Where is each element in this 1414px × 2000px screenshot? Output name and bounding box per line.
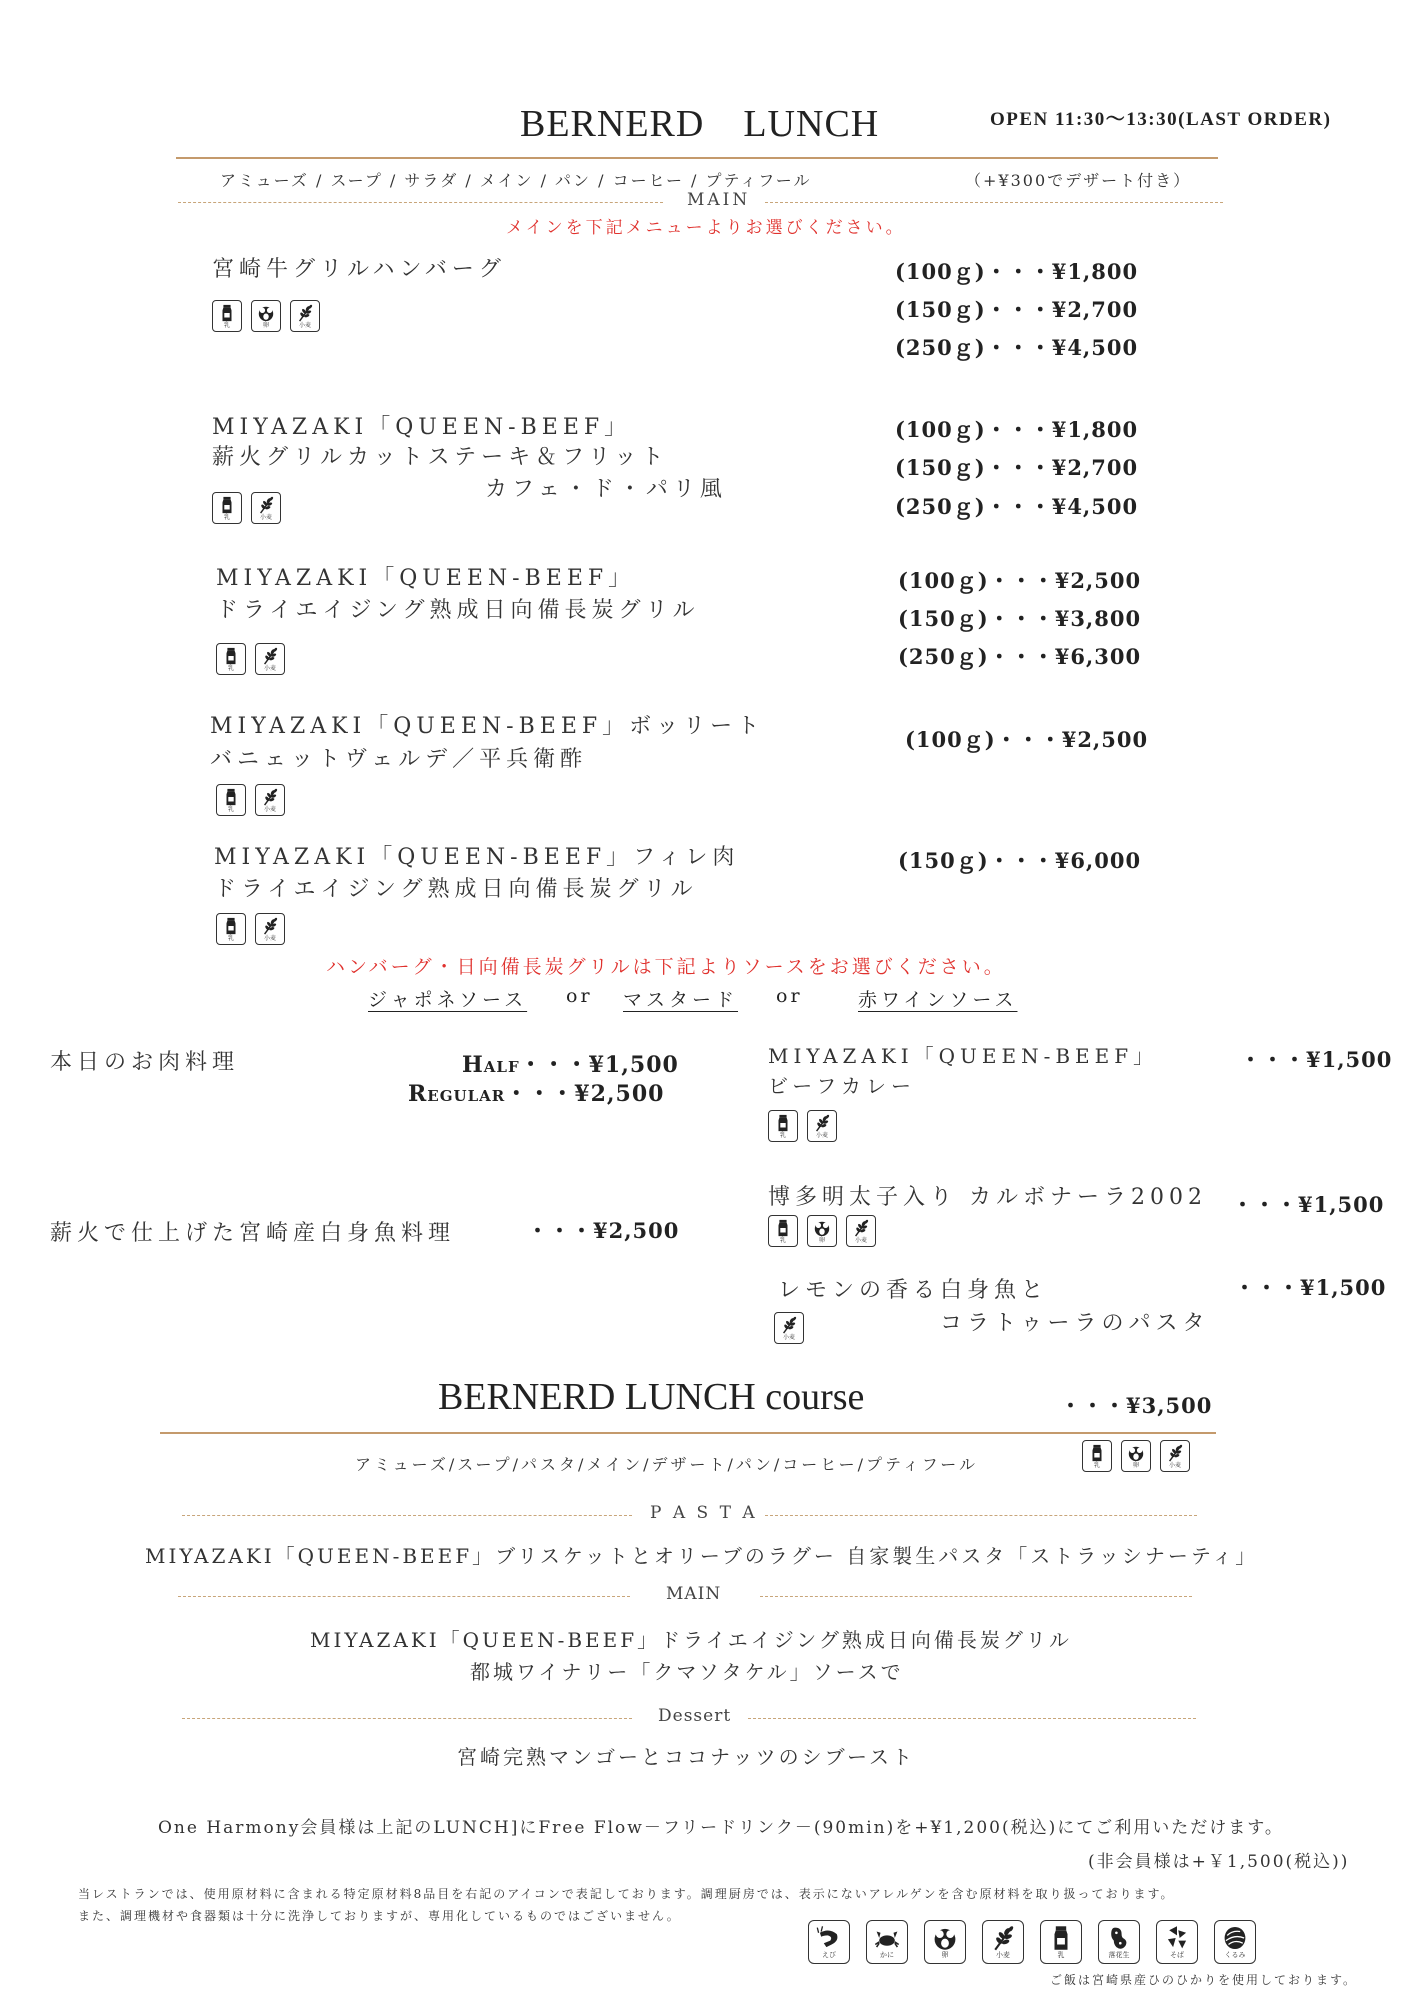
main-item-cutsteak-brand: MIYAZAKI「QUEEN-BEEF」 xyxy=(212,415,632,440)
allergen-icons xyxy=(774,1312,804,1344)
allergen-icons xyxy=(768,1110,837,1142)
allergen-icons xyxy=(1082,1440,1190,1472)
allergen-icons xyxy=(768,1215,876,1247)
wheat-icon: 小麦 xyxy=(1160,1440,1190,1472)
allergen-note-2: また、調理機材や食器類は十分に洗浄しておりますが、専用化しているものではございません。 xyxy=(78,1909,681,1923)
main-item-dryaged: ドライエイジング熟成日向備長炭グリル xyxy=(216,598,700,623)
course-main-2: 都城ワイナリー「クマソタケル」ソースで xyxy=(470,1660,904,1684)
sauce-or: or xyxy=(776,985,803,1007)
course-dessert: 宮崎完熟マンゴーとココナッツのシブースト xyxy=(457,1745,915,1769)
main-item-cutsteak-style: カフェ・ド・パリ風 xyxy=(485,477,727,502)
price: (250ｇ)・・・¥6,300 xyxy=(898,644,1142,669)
milk-icon: 乳 xyxy=(216,643,246,675)
wheat-icon: 小麦 xyxy=(982,1920,1024,1964)
course-pasta: MIYAZAKI「QUEEN-BEEF」ブリスケットとオリーブのラグー 自家製生パスタ「ストラッシナーティ」 xyxy=(145,1544,1259,1568)
wheat-icon: 小麦 xyxy=(290,300,320,332)
course-title: BERNERD LUNCH course xyxy=(438,1376,865,1418)
allergen-icons xyxy=(212,300,320,332)
item-beef-curry-brand: MIYAZAKI「QUEEN-BEEF」 xyxy=(768,1044,1159,1068)
price: (150ｇ)・・・¥2,700 xyxy=(895,455,1139,480)
divider xyxy=(765,202,1223,203)
allergen-note-1: 当レストランでは、使用原材料に含まれる特定原材料8品目を右記のアイコンで表記しております。調理厨房では、表示にないアレルゲンを含む原材料を取り扱っております。 xyxy=(78,1887,1175,1901)
lunch-course-line: アミューズ / スープ / サラダ / メイン / パン / コーヒー / プティフール xyxy=(220,171,812,190)
milk-icon: 乳 xyxy=(768,1215,798,1247)
divider xyxy=(765,1515,1197,1516)
price: (150ｇ)・・・¥6,000 xyxy=(898,848,1142,873)
milk-icon: 乳 xyxy=(768,1110,798,1142)
wheat-icon: 小麦 xyxy=(251,492,281,524)
price: ・・・¥1,500 xyxy=(1232,1192,1385,1217)
allergen-icons xyxy=(216,913,285,945)
wheat-icon: 小麦 xyxy=(255,784,285,816)
divider xyxy=(760,1596,1192,1597)
price: (100ｇ)・・・¥2,500 xyxy=(898,568,1142,593)
dessert-section-label: Dessert xyxy=(658,1706,732,1726)
sauce-or: or xyxy=(566,985,593,1007)
page-title: BERNERD LUNCH xyxy=(520,103,880,145)
sauce-option-mustard: マスタード xyxy=(623,989,739,1011)
item-beef-curry: ビーフカレー xyxy=(768,1074,916,1098)
milk-icon: 乳 xyxy=(216,784,246,816)
peanut-icon: 落花生 xyxy=(1098,1920,1140,1964)
item-lemon-fish: レモンの香る白身魚と xyxy=(778,1278,1049,1303)
shrimp-icon: えび xyxy=(808,1920,850,1964)
sauce-note: ハンバーグ・日向備長炭グリルは下記よりソースをお選びください。 xyxy=(326,956,1006,978)
price: (150ｇ)・・・¥2,700 xyxy=(895,297,1139,322)
price: ・・・¥1,500 xyxy=(1234,1275,1387,1300)
pasta-section-label: P A S T A xyxy=(650,1503,758,1523)
wheat-icon: 小麦 xyxy=(255,913,285,945)
egg-icon: 卵 xyxy=(251,300,281,332)
milk-icon: 乳 xyxy=(212,300,242,332)
price: (100ｇ)・・・¥1,800 xyxy=(895,259,1139,284)
item-meat-today: 本日のお肉料理 xyxy=(50,1050,240,1075)
wheat-icon: 小麦 xyxy=(807,1110,837,1142)
main-item-dryaged-brand: MIYAZAKI「QUEEN-BEEF」 xyxy=(216,566,636,591)
price: (250ｇ)・・・¥4,500 xyxy=(895,335,1139,360)
egg-icon: 卵 xyxy=(1121,1440,1151,1472)
course-rule xyxy=(160,1432,1216,1434)
course-main-label: MAIN xyxy=(666,1584,722,1604)
milk-icon: 乳 xyxy=(1040,1920,1082,1964)
divider xyxy=(182,1515,632,1516)
course-line: アミューズ/スープ/パスタ/メイン/デザート/パン/コーヒー/プティフール xyxy=(355,1455,978,1474)
main-item-bollito-sauce: バニェットヴェルデ／平兵衛酢 xyxy=(210,747,588,772)
price: (150ｇ)・・・¥3,800 xyxy=(898,606,1142,631)
nonmember-note: (非会員様は+￥1,500(税込)) xyxy=(1088,1852,1350,1872)
rice-note: ご飯は宮崎県産ひのひかりを使用しております。 xyxy=(1050,1973,1358,1987)
price-half: Half・・・¥1,500 xyxy=(462,1052,679,1078)
main-section-label: MAIN xyxy=(687,190,751,210)
item-colatura-pasta: コラトゥーラのパスタ xyxy=(940,1311,1210,1336)
milk-icon: 乳 xyxy=(212,492,242,524)
divider xyxy=(182,1718,632,1719)
main-item-cutsteak: 薪火グリルカットステーキ＆フリット xyxy=(212,445,669,470)
price: (250ｇ)・・・¥4,500 xyxy=(895,494,1139,519)
opening-hours: OPEN 11:30～13:30(LAST ORDER) xyxy=(990,109,1332,130)
milk-icon: 乳 xyxy=(216,913,246,945)
price: (100ｇ)・・・¥2,500 xyxy=(905,727,1149,752)
allergen-icons xyxy=(216,643,285,675)
milk-icon: 乳 xyxy=(1082,1440,1112,1472)
item-white-fish: 薪火で仕上げた宮崎産白身魚料理 xyxy=(50,1221,456,1246)
main-item-fillet-desc: ドライエイジング熟成日向備長炭グリル xyxy=(214,877,698,902)
wheat-icon: 小麦 xyxy=(774,1312,804,1344)
price: ・・・¥1,500 xyxy=(1240,1047,1393,1072)
freeflow-note: One Harmony会員様は上記のLUNCH]にFree Flow－フリードリンク－(90min)を+¥1,200(税込)にてご利用いただけます。 xyxy=(158,1818,1284,1838)
price: (100ｇ)・・・¥1,800 xyxy=(895,417,1139,442)
soba-icon: そば xyxy=(1156,1920,1198,1964)
course-price: ・・・¥3,500 xyxy=(1060,1393,1213,1418)
dessert-addon: （+¥300でデザート付き） xyxy=(965,171,1192,190)
main-item-hamburg: 宮崎牛グリルハンバーグ xyxy=(212,257,506,282)
crab-icon: かに xyxy=(866,1920,908,1964)
egg-icon: 卵 xyxy=(807,1215,837,1247)
price: ・・・¥2,500 xyxy=(527,1218,680,1243)
allergen-icons xyxy=(216,784,285,816)
divider xyxy=(748,1718,1196,1719)
item-carbonara: 博多明太子入り カルボナーラ2002 xyxy=(768,1185,1207,1210)
wheat-icon: 小麦 xyxy=(255,643,285,675)
divider xyxy=(178,1596,630,1597)
course-main-1: MIYAZAKI「QUEEN-BEEF」ドライエイジング熟成日向備長炭グリル xyxy=(310,1628,1072,1652)
divider xyxy=(178,202,663,203)
sauce-option-redwine: 赤ワインソース xyxy=(858,989,1018,1011)
walnut-icon: くるみ xyxy=(1214,1920,1256,1964)
allergen-icons xyxy=(212,492,281,524)
sauce-option-japone: ジャポネソース xyxy=(368,989,528,1011)
egg-icon: 卵 xyxy=(924,1920,966,1964)
allergen-legend xyxy=(808,1920,1256,1964)
main-item-bollito: MIYAZAKI「QUEEN-BEEF」ボッリート xyxy=(210,714,765,739)
main-item-fillet: MIYAZAKI「QUEEN-BEEF」フィレ肉 xyxy=(214,845,740,870)
choose-main-note: メインを下記メニューよりお選びください。 xyxy=(506,218,906,238)
price-regular: Regular・・・¥2,500 xyxy=(408,1081,665,1107)
header-rule xyxy=(176,157,1218,159)
wheat-icon: 小麦 xyxy=(846,1215,876,1247)
